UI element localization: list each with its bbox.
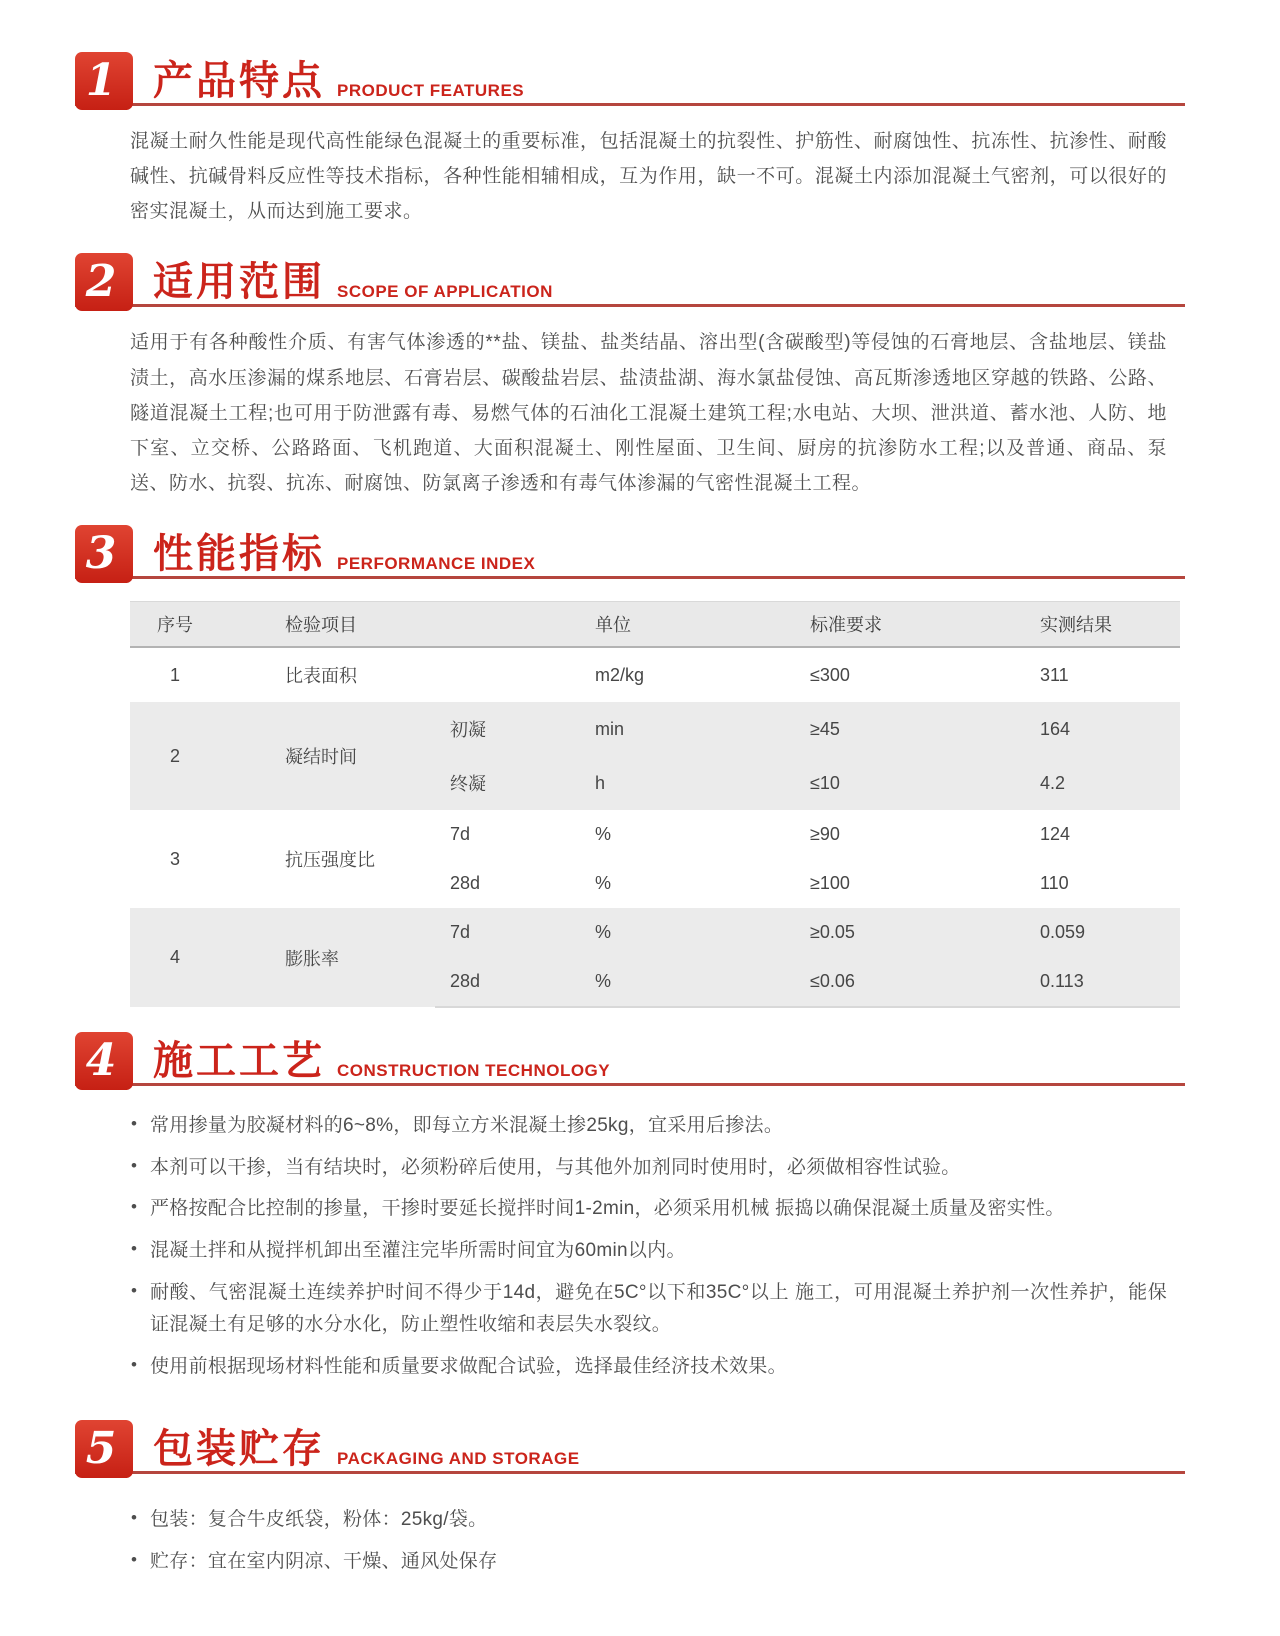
section-header xyxy=(75,1414,1185,1478)
section-title-en: CONSTRUCTION TECHNOLOGY xyxy=(337,1061,611,1081)
bullet-icon: • xyxy=(131,1114,138,1134)
cell-sub xyxy=(435,647,595,702)
cell-no: 3 xyxy=(130,810,220,908)
section-scope-of-application xyxy=(75,247,1185,501)
cell-std: ≥45 xyxy=(810,702,1040,756)
cell-sub: 28d xyxy=(435,957,595,1007)
section-number-badge: 1 xyxy=(75,52,133,110)
section-performance-index xyxy=(75,519,1185,1008)
bullet-icon: • xyxy=(131,1549,138,1569)
cell-std: ≤10 xyxy=(810,756,1040,810)
list-item-text: 包装：复合牛皮纸袋，粉体：25kg/袋。 xyxy=(150,1508,488,1530)
list-item-text: 贮存：宜在室内阴凉、干燥、通风处保存 xyxy=(150,1550,498,1572)
header-test-item: 检验项目 xyxy=(220,602,595,648)
cell-res: 311 xyxy=(1040,647,1180,702)
performance-table-wrap xyxy=(130,601,1185,1008)
table-row xyxy=(130,647,1180,702)
cell-item: 抗压强度比 xyxy=(220,810,435,908)
section-product-features xyxy=(75,46,1185,229)
section-title-en: SCOPE OF APPLICATION xyxy=(337,282,553,302)
cell-sub: 28d xyxy=(435,859,595,908)
list-item xyxy=(130,1193,1167,1226)
cell-res: 4.2 xyxy=(1040,756,1180,810)
section-paragraph: 混凝土耐久性能是现代高性能绿色混凝土的重要标准，包括混凝土的抗裂性、护筋性、耐腐蚀性、抗冻性、抗渗性、耐酸碱性、抗碱骨料反应性等技术指标，各种性能相辅相成，互为作用，缺一不可。混凝土内添加混凝土气密剂，可以很好的密实混凝土，从而达到施工要求。 xyxy=(130,131,1167,223)
cell-sub: 终凝 xyxy=(435,756,595,810)
cell-unit: h xyxy=(595,756,810,810)
list-item-text: 使用前根据现场材料性能和质量要求做配合试验，选择最佳经济技术效果。 xyxy=(150,1356,787,1378)
header-serial: 序号 xyxy=(130,602,220,648)
section-title-zh: 施工工艺 xyxy=(153,1039,325,1084)
section-number-badge: 2 xyxy=(75,253,133,311)
bullet-icon: • xyxy=(131,1355,138,1375)
section-title-en: PERFORMANCE INDEX xyxy=(337,554,536,574)
cell-no: 1 xyxy=(130,647,220,702)
section-number-badge: 5 xyxy=(75,1420,133,1478)
cell-res: 0.059 xyxy=(1040,908,1180,957)
cell-std: ≤300 xyxy=(810,647,1040,702)
cell-std: ≥0.05 xyxy=(810,908,1040,957)
section-body xyxy=(130,124,1185,229)
cell-unit: % xyxy=(595,859,810,908)
cell-item: 凝结时间 xyxy=(220,702,435,810)
cell-no: 2 xyxy=(130,702,220,810)
cell-sub: 7d xyxy=(435,810,595,859)
list-item xyxy=(130,1351,1167,1384)
list-item-text: 常用掺量为胶凝材料的6~8%，即每立方米混凝土掺25kg，宜采用后掺法。 xyxy=(150,1115,784,1137)
bullet-icon: • xyxy=(131,1155,138,1175)
table-header-row xyxy=(130,602,1180,648)
cell-res: 110 xyxy=(1040,859,1180,908)
section-number-badge: 4 xyxy=(75,1032,133,1090)
cell-unit: % xyxy=(595,957,810,1007)
section-title-zh: 性能指标 xyxy=(153,532,325,577)
cell-std: ≥100 xyxy=(810,859,1040,908)
list-item xyxy=(130,1546,1167,1579)
cell-res: 0.113 xyxy=(1040,957,1180,1007)
table-row xyxy=(130,908,1180,957)
section-title-zh: 适用范围 xyxy=(153,260,325,305)
section-header xyxy=(75,519,1185,583)
cell-no: 4 xyxy=(130,908,220,1007)
section-header xyxy=(75,247,1185,311)
section-paragraph: 适用于有各种酸性介质、有害气体渗透的**盐、镁盐、盐类结晶、溶出型(含碳酸型)等侵蚀的石膏地层、含盐地层、镁盐渍土，高水压渗漏的煤系地层、石膏岩层、碳酸盐岩层、盐渍盐湖、海水氯盐侵蚀、高瓦斯渗透地区穿越的铁路、公路、隧道混凝土工程;也可用于防泄露有毒、易燃气体的石油化工混凝土建筑工程;水电站、大坝、泄洪道、蓄水池、人防、地下室、立交桥、公路路面、飞机跑道、大面积混凝土、刚性屋面、卫生间、厨房的抗渗防水工程;以及普通、商品、泵送、防水、抗裂、抗冻、耐腐蚀、防氯离子渗透和有毒气体渗漏的气密性混凝土工程。 xyxy=(130,332,1167,494)
header-standard: 标准要求 xyxy=(810,602,1040,648)
cell-unit: % xyxy=(595,908,810,957)
cell-unit: min xyxy=(595,702,810,756)
table-row xyxy=(130,702,1180,756)
cell-std: ≥90 xyxy=(810,810,1040,859)
cell-sub: 7d xyxy=(435,908,595,957)
bullet-list xyxy=(130,1110,1185,1384)
list-item xyxy=(130,1152,1167,1185)
bullet-icon: • xyxy=(131,1239,138,1259)
bullet-icon: • xyxy=(131,1280,138,1300)
cell-unit: % xyxy=(595,810,810,859)
cell-res: 164 xyxy=(1040,702,1180,756)
bullet-list xyxy=(130,1504,1185,1578)
cell-sub: 初凝 xyxy=(435,702,595,756)
list-item xyxy=(130,1235,1167,1268)
performance-table xyxy=(130,601,1180,1008)
section-body xyxy=(130,325,1185,501)
header-result: 实测结果 xyxy=(1040,602,1180,648)
section-title-zh: 包装贮存 xyxy=(153,1426,325,1471)
cell-unit: m2/kg xyxy=(595,647,810,702)
list-item-text: 混凝土拌和从搅拌机卸出至灌注完毕所需时间宜为60min以内。 xyxy=(150,1240,686,1262)
cell-item: 比表面积 xyxy=(220,647,435,702)
list-item-text: 耐酸、气密混凝土连续养护时间不得少于14d，避免在5C°以下和35C°以上 施工，可用混凝土养护剂一次性养护，能保证混凝土有足够的水分水化，防止塑性收缩和表层失水裂纹。 xyxy=(150,1281,1167,1336)
section-construction-technology xyxy=(75,1026,1185,1384)
list-item xyxy=(130,1277,1167,1342)
list-item-text: 本剂可以干掺，当有结块时，必须粉碎后使用，与其他外加剂同时使用时，必须做相容性试验。 xyxy=(150,1156,961,1178)
section-title-en: PACKAGING AND STORAGE xyxy=(337,1448,580,1468)
section-number-badge: 3 xyxy=(75,525,133,583)
section-header xyxy=(75,1026,1185,1090)
section-header xyxy=(75,46,1185,110)
table-row xyxy=(130,810,1180,859)
bullet-icon: • xyxy=(131,1197,138,1217)
cell-res: 124 xyxy=(1040,810,1180,859)
cell-std: ≤0.06 xyxy=(810,957,1040,1007)
section-packaging-and-storage xyxy=(75,1414,1185,1578)
header-unit: 单位 xyxy=(595,602,810,648)
cell-item: 膨胀率 xyxy=(220,908,435,1007)
list-item xyxy=(130,1110,1167,1143)
bullet-icon: • xyxy=(131,1507,138,1527)
section-title-en: PRODUCT FEATURES xyxy=(337,81,525,100)
list-item xyxy=(130,1504,1167,1537)
list-item-text: 严格按配合比控制的掺量，干掺时要延长搅拌时间1-2min，必须采用机械 振捣以确保混凝土质量及密实性。 xyxy=(150,1198,1065,1220)
section-title-zh: 产品特点 xyxy=(153,59,325,103)
